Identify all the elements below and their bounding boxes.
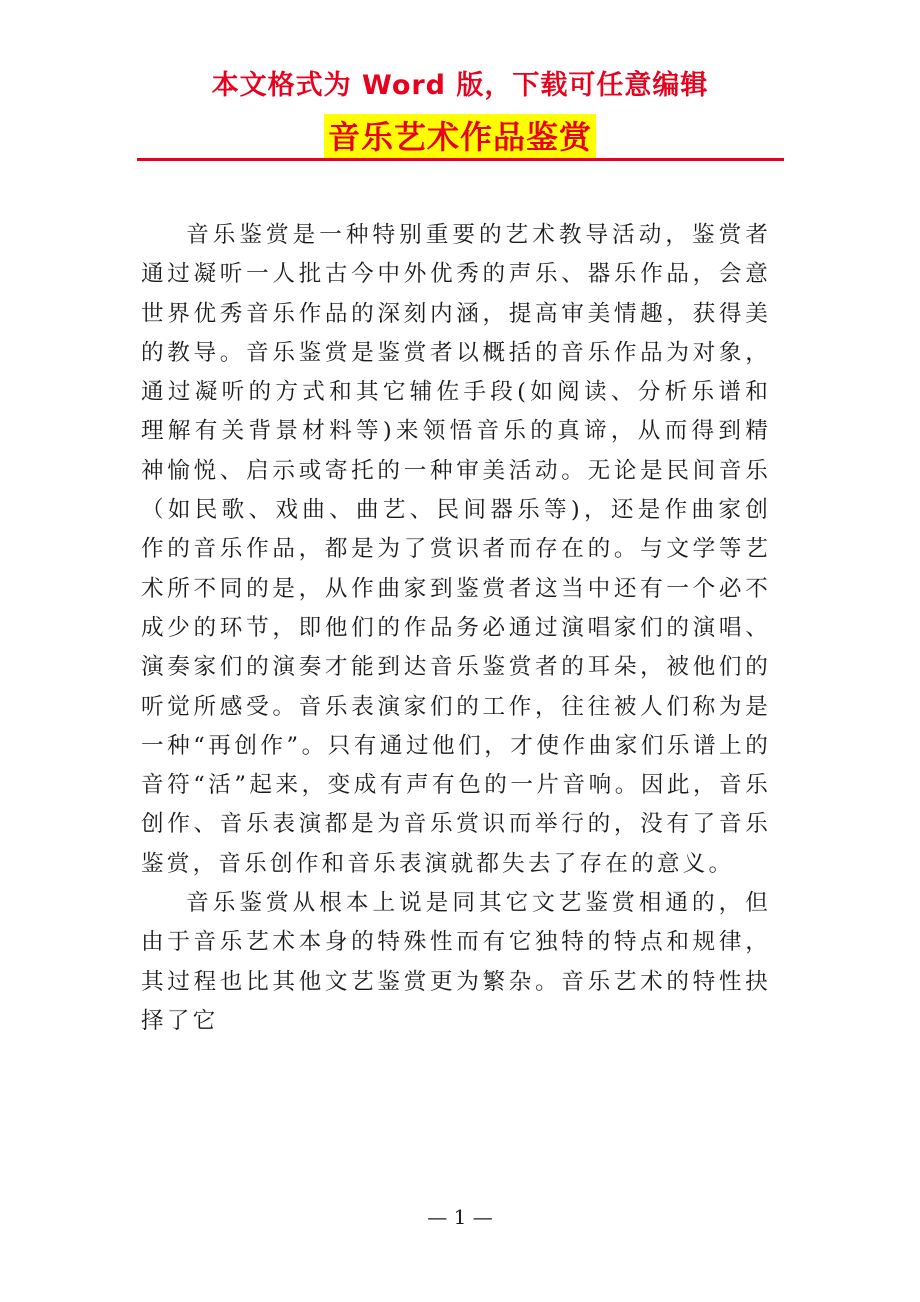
paragraph-2: 音乐鉴赏从根本上说是同其它文艺鉴赏相通的，但由于音乐艺术本身的特殊性而有它独特的特点和规律，其过程也比其他文艺鉴赏更为繁杂。音乐艺术的特性抉择了它 — [141, 890, 771, 1034]
format-notice: 本文格式为 Word 版，下载可任意编辑 — [211, 70, 709, 101]
document-title: 音乐艺术作品鉴赏 — [324, 114, 596, 160]
document-body — [141, 216, 771, 1041]
paragraph-1: 音乐鉴赏是一种特别重要的艺术教导活动，鉴赏者通过凝听一人批古今中外优秀的声乐、器乐作品，会意世界优秀音乐作品的深刻内涵，提高审美情趣，获得美的教导。音乐鉴赏是鉴赏者以概括的音乐作品为对象，通过凝听的方式和其它辅佐手段(如阅读、分析乐谱和理解有关背景材料等)来领悟音乐的真谛，从而得到精神愉悦、启示或寄托的一种审美活动。无论是民间音乐（如民歌、戏曲、曲艺、民间器乐等)，还是作曲家创作的音乐作品，都是为了赏识者而存在的。与文学等艺术所不同的是，从作曲家到鉴赏者这当中还有一个必不成少的环节，即他们的作品务必通过演唱家们的演唱、演奏家们的演奏才能到达音乐鉴赏者的耳朵，被他们的听觉所感受。音乐表演家们的工作，往往被人们称为是一种“再创作”。只有通过他们，才使作曲家们乐谱上的音符“活”起来，变成有声有色的一片音响。因此，音乐创作、音乐表演都是为音乐赏识而举行的，没有了音乐鉴赏，音乐创作和音乐表演就都失去了存在的意义。 — [141, 222, 771, 877]
page-number: — 1 — — [427, 1205, 493, 1229]
title-container — [0, 114, 920, 160]
title-divider — [137, 158, 784, 161]
